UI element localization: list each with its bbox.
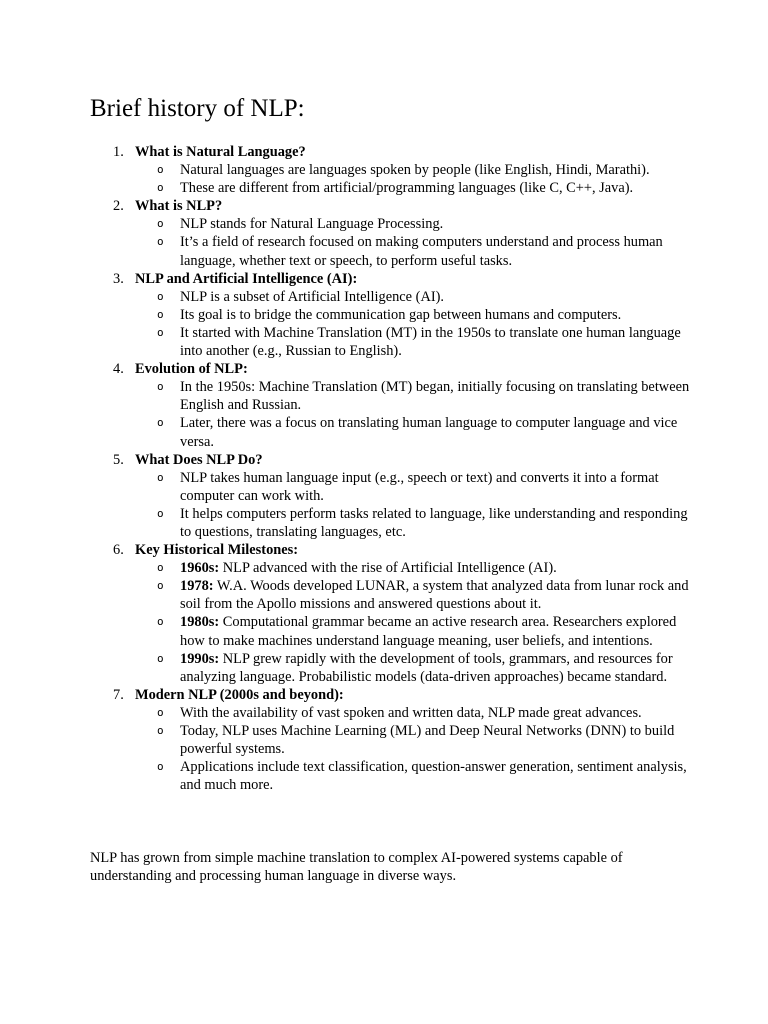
section-list: [90, 143, 690, 794]
hollow-bullet-icon: o: [157, 724, 164, 737]
sub-item: [135, 161, 690, 179]
milestone-label: 1960s:: [180, 560, 220, 577]
section-item: [90, 197, 690, 269]
document-title: Brief history of NLP:: [90, 95, 305, 122]
section-item: [90, 541, 690, 686]
section-heading: NLP and Artificial Intelligence (AI):: [135, 270, 358, 287]
hollow-bullet-icon: o: [157, 217, 164, 231]
sub-item: [135, 650, 690, 686]
sub-item: [135, 704, 690, 722]
section-number: 7.: [113, 686, 124, 703]
sub-item-list: [135, 161, 690, 197]
section-item: [90, 270, 690, 360]
sub-item: [135, 306, 690, 324]
section-heading: What is NLP?: [135, 198, 223, 215]
section-heading: What is Natural Language?: [135, 144, 306, 160]
closing-paragraph: NLP has grown from simple machine translation to complex AI-powered systems capable of understanding and processing human language in diverse ways.: [90, 850, 623, 885]
sub-item-text: Natural languages are languages spoken by people (like English, Hindi, Marathi).: [180, 162, 650, 179]
section-number: 6.: [113, 542, 124, 559]
sub-item: [135, 378, 690, 414]
sub-item-list: [135, 559, 690, 686]
section-number: 4.: [113, 361, 124, 378]
hollow-bullet-icon: o: [157, 325, 164, 339]
sub-item-text: Applications include text classification, question-answer generation, sentiment analysis, and much more.: [180, 759, 687, 794]
hollow-bullet-icon: o: [157, 380, 164, 394]
hollow-bullet-icon: o: [157, 615, 164, 629]
hollow-bullet-icon: o: [157, 235, 164, 249]
sub-item-text: With the availability of vast spoken and written data, NLP made great advances.: [180, 704, 642, 721]
sub-item: [135, 577, 690, 613]
hollow-bullet-icon: o: [157, 705, 164, 719]
section-heading: Evolution of NLP:: [135, 361, 248, 378]
hollow-bullet-icon: o: [157, 163, 164, 177]
sub-item-text: NLP advanced with the rise of Artificial Intelligence (AI).: [219, 560, 557, 577]
section-number: 2.: [113, 198, 124, 215]
sub-item: [135, 215, 690, 233]
hollow-bullet-icon: o: [157, 760, 164, 774]
section-item: [90, 686, 690, 795]
sub-item: [135, 414, 690, 450]
section-item: [90, 451, 690, 541]
section-heading: Key Historical Milestones:: [135, 542, 299, 559]
sub-item-text: NLP stands for Natural Language Processing.: [180, 216, 444, 233]
hollow-bullet-icon: o: [157, 506, 164, 520]
hollow-bullet-icon: o: [157, 416, 164, 430]
sub-item-text: It helps computers perform tasks related to language, like understanding and responding to questions, translating languages, etc.: [180, 505, 688, 540]
sub-item-text: W.A. Woods developed LUNAR, a system that analyzed data from lunar rock and soil from the Apollo missions and answered questions about it.: [180, 578, 689, 613]
sub-item-text: NLP grew rapidly with the development of tools, grammars, and resources for analyzing language. Probabilistic models (data-driven approaches) became standard.: [180, 650, 673, 685]
sub-item-list: [135, 215, 690, 269]
section-heading: What Does NLP Do?: [135, 451, 263, 468]
sub-item-list: [135, 469, 690, 541]
sub-item-text: It started with Machine Translation (MT) in the 1950s to translate one human language into another (e.g., Russian to English).: [180, 324, 681, 360]
sub-item: [135, 469, 690, 505]
milestone-label: 1990s:: [180, 650, 220, 667]
sub-item: [135, 324, 690, 360]
sub-item: [135, 613, 690, 649]
section-item: [90, 360, 690, 450]
section-heading: Modern NLP (2000s and beyond):: [135, 686, 344, 703]
sub-item: [135, 288, 690, 306]
sub-item-text: Today, NLP uses Machine Learning (ML) and Deep Neural Networks (DNN) to build powerful systems.: [180, 723, 675, 758]
hollow-bullet-icon: o: [157, 307, 164, 321]
section-item: [90, 143, 690, 197]
sub-item-text: These are different from artificial/programming languages (like C, C++, Java).: [180, 180, 634, 197]
hollow-bullet-icon: o: [157, 561, 164, 575]
sub-item-list: [135, 704, 690, 794]
hollow-bullet-icon: o: [157, 470, 164, 484]
sub-item: [135, 722, 690, 758]
sub-item-text: NLP takes human language input (e.g., speech or text) and converts it into a format computer can work with.: [180, 469, 659, 504]
milestone-label: 1980s:: [180, 614, 220, 631]
section-number: 3.: [113, 270, 124, 287]
section-number: 5.: [113, 451, 124, 468]
hollow-bullet-icon: o: [157, 181, 164, 195]
sub-item: [135, 758, 690, 794]
hollow-bullet-icon: o: [157, 651, 164, 665]
sub-item-text: Computational grammar became an active research area. Researchers explored how to make machines understand language meaning, user beliefs, and intentions.: [180, 614, 677, 649]
sub-item-text: Its goal is to bridge the communication gap between humans and computers.: [180, 306, 622, 323]
sub-item-list: [135, 288, 690, 360]
section-number: 1.: [113, 144, 124, 160]
sub-item-text: Later, there was a focus on translating human language to computer language and vice versa.: [180, 415, 678, 450]
sub-item-text: It’s a field of research focused on making computers understand and process human language, whether text or speech, to perform useful tasks.: [180, 234, 663, 269]
hollow-bullet-icon: o: [157, 579, 164, 593]
sub-item: [135, 559, 690, 577]
sub-item: [135, 233, 690, 269]
hollow-bullet-icon: o: [157, 289, 164, 303]
milestone-label: 1978:: [180, 578, 214, 595]
sub-item-list: [135, 378, 690, 450]
sub-item-text: NLP is a subset of Artificial Intelligence (AI).: [180, 288, 445, 305]
sub-item: [135, 505, 690, 541]
sub-item: [135, 179, 690, 197]
sub-item-text: In the 1950s: Machine Translation (MT) began, initially focusing on translating between English and Russian.: [180, 379, 690, 414]
